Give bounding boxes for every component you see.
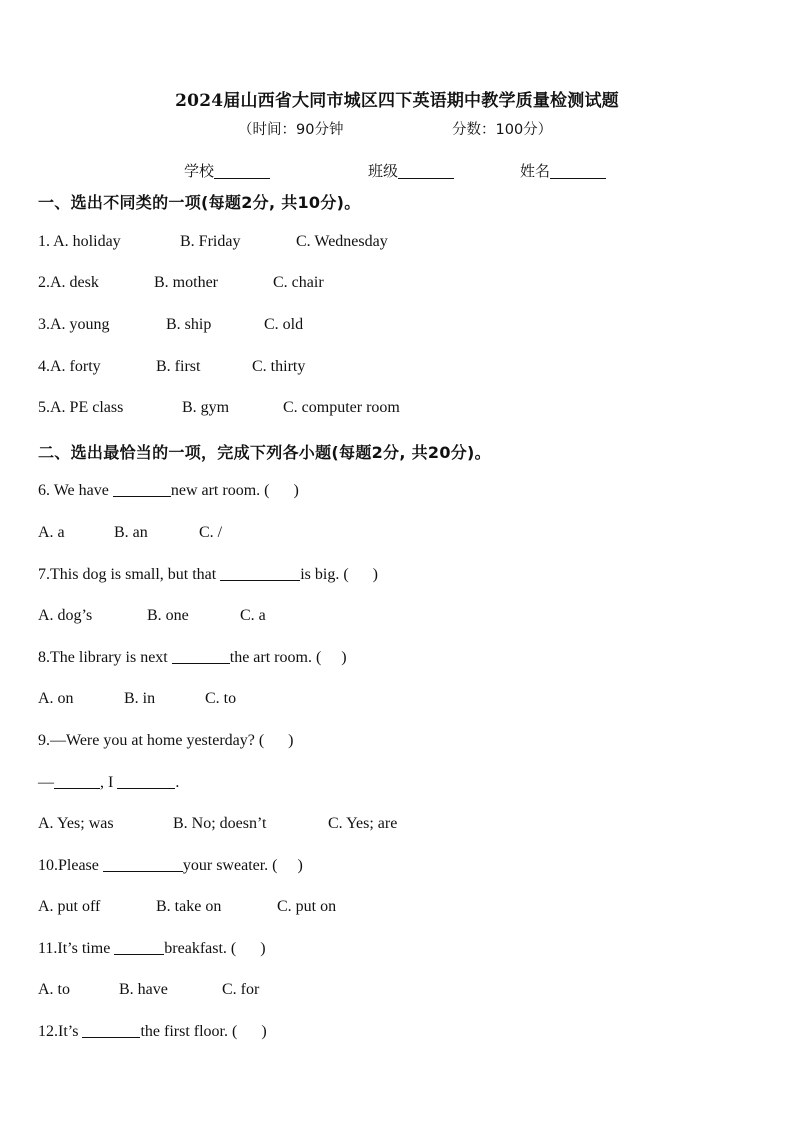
q7-blank: [220, 566, 300, 581]
class-field: [368, 160, 454, 181]
section-1-heading: 一、选出不同类的一项(每题2分, 共10分)。: [38, 193, 361, 212]
q6-option-a: A. a: [38, 524, 65, 541]
q3-option-c: C. old: [264, 316, 304, 333]
q11-post: breakfast. ( ): [164, 940, 266, 957]
section-2-heading: 二、选出最恰当的一项，完成下列各小题(每题2分, 共20分)。: [38, 443, 491, 462]
q6-post: new art room. ( ): [170, 482, 299, 499]
name-blank: [550, 163, 606, 179]
class-blank: [398, 163, 454, 179]
q12-blank: [82, 1023, 140, 1038]
q7-post: is big. ( ): [300, 566, 378, 583]
q8-blank: [172, 649, 230, 664]
q10-pre: 10.Please: [38, 857, 103, 874]
q9-option-a: A. Yes; was: [38, 815, 114, 832]
q11-option-c: C. for: [222, 981, 260, 998]
name-field: [520, 160, 606, 181]
q10-option-c: C. put on: [277, 898, 337, 915]
q9-option-b: B. No; doesn’t: [173, 815, 267, 832]
q2-option-c: C. chair: [273, 274, 324, 291]
q9-option-c: C. Yes; are: [328, 815, 398, 832]
q2-option-b: B. mother: [154, 274, 218, 291]
q1-option-c: C. Wednesday: [296, 233, 388, 250]
q9-stem: 9.—Were you at home yesterday? ( ): [38, 732, 294, 749]
q5-option-a: 5.A. PE class: [38, 399, 124, 416]
q11-blank: [114, 940, 164, 955]
q4-option-a: 4.A. forty: [38, 358, 101, 375]
q7-pre: 7.This dog is small, but that: [38, 566, 221, 583]
q12-pre: 12.It’s: [38, 1023, 83, 1040]
q8-post: the art room. ( ): [229, 649, 347, 666]
q11-stem: [38, 940, 266, 958]
q10-option-b: B. take on: [156, 898, 222, 915]
school-label: 学校: [184, 162, 215, 180]
q11-pre: 11.It’s time: [38, 940, 115, 957]
q1-option-a: 1. A. holiday: [38, 233, 121, 250]
q7-option-b: B. one: [147, 607, 189, 624]
q2-option-a: 2.A. desk: [38, 274, 99, 291]
school-blank: [214, 163, 270, 179]
exam-score: 分数：100分）: [452, 122, 553, 138]
q5-option-c: C. computer room: [283, 399, 400, 416]
q9-dash: —: [38, 774, 54, 791]
q7-option-c: C. a: [240, 607, 266, 624]
q1-option-b: B. Friday: [180, 233, 241, 250]
exam-title: 2024届山西省大同市城区四下英语期中教学质量检测试题: [175, 91, 619, 111]
q4-option-b: B. first: [156, 358, 201, 375]
q6-pre: 6. We have: [38, 482, 113, 499]
q10-option-a: A. put off: [38, 898, 101, 915]
q4-option-c: C. thirty: [252, 358, 306, 375]
q3-option-a: 3.A. young: [38, 316, 110, 333]
q8-pre: 8.The library is next: [38, 649, 172, 666]
q9-end: .: [175, 774, 180, 791]
q10-blank: [103, 857, 183, 872]
q3-option-b: B. ship: [166, 316, 212, 333]
exam-time: （时间：90分钟: [238, 122, 344, 138]
q9-mid: , I: [100, 774, 118, 791]
q12-post: the first floor. ( ): [140, 1023, 267, 1040]
q7-option-a: A. dog’s: [38, 607, 93, 624]
q6-stem: [38, 482, 299, 500]
school-field: [184, 160, 270, 181]
q8-stem: [38, 649, 347, 667]
q7-stem: [38, 566, 378, 584]
q10-stem: [38, 857, 303, 875]
class-label: 班级: [368, 162, 399, 180]
name-label: 姓名: [520, 162, 551, 180]
q6-option-b: B. an: [114, 524, 148, 541]
q11-option-a: A. to: [38, 981, 70, 998]
q11-option-b: B. have: [119, 981, 168, 998]
q9-blank-1: [54, 774, 100, 789]
q8-option-c: C. to: [205, 690, 237, 707]
q10-post: your sweater. ( ): [182, 857, 303, 874]
q12-stem: [38, 1023, 267, 1041]
q9-blank-2: [117, 774, 175, 789]
q8-option-b: B. in: [124, 690, 156, 707]
q6-blank: [113, 482, 171, 497]
q9-response: [38, 774, 179, 792]
q8-option-a: A. on: [38, 690, 74, 707]
q5-option-b: B. gym: [182, 399, 230, 416]
q6-option-c: C. /: [199, 524, 223, 541]
